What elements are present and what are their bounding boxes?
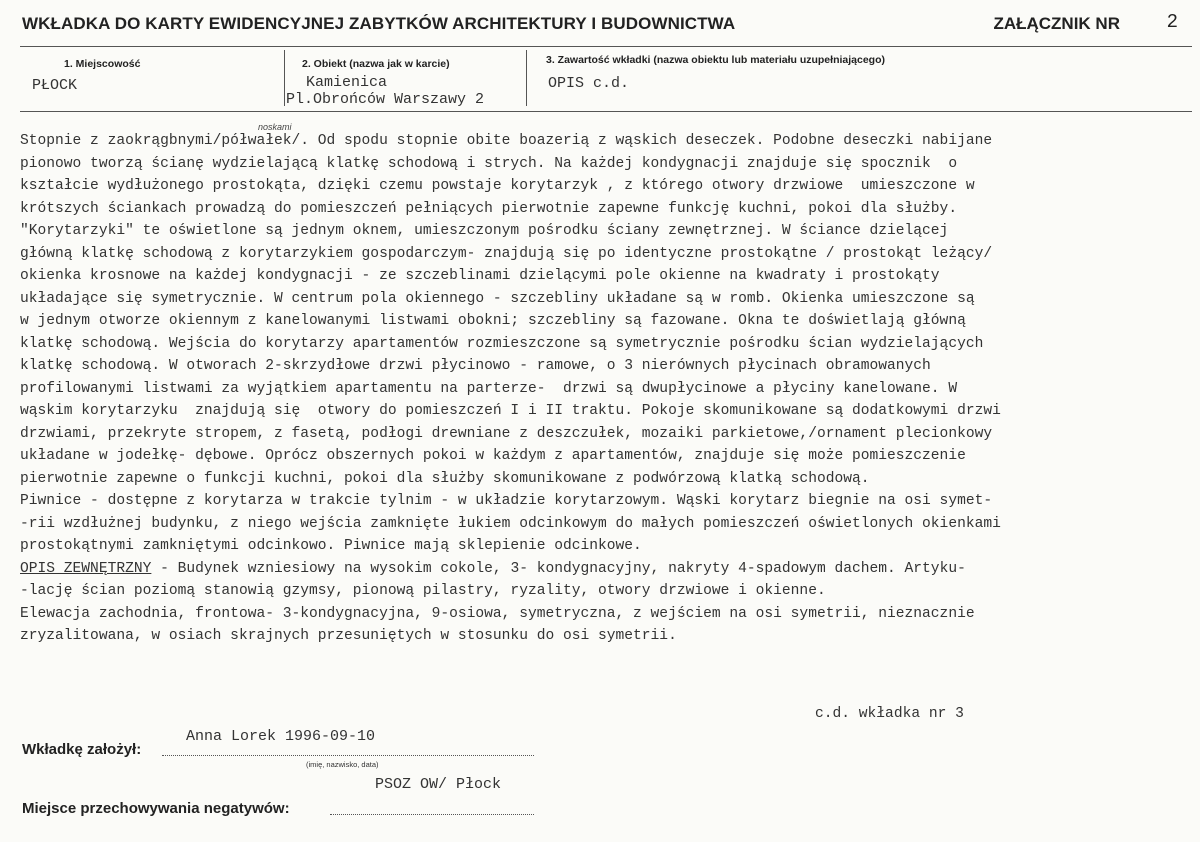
text-line: -lację ścian poziomą stanowią gzymsy, pionową pilastry, ryzality, otwory drzwiowe i okienne. [20, 583, 826, 599]
founder-label: Wkładkę założył: [22, 741, 142, 758]
text-line: drzwiami, przekryte stropem, z fasetą, podłogi drewniane z deszczułek, mozaiki parkietowe,/ornament plecionkowy [20, 425, 993, 442]
object-value-address: Pl.Obrońców Warszawy 2 [286, 91, 485, 108]
text-line: pionowo tworzą ścianę wydzielającą klatkę schodową i strych. Na każdej kondygnacji znajduje się spocznik o [20, 155, 958, 172]
place-value: PŁOCK [32, 77, 78, 94]
text-line: "Korytarzyki" te oświetlone są jednym oknem, umieszczonym pośrodku ściany zewnętrznej. W ściance dzielącej [20, 223, 949, 239]
text-line: klatkę schodową. Wejścia do korytarzy apartamentów rozmieszczone są symetrycznie pośrodku ścian wydzielających [20, 335, 984, 352]
header-title: WKŁADKA DO KARTY EWIDENCYJNEJ ZABYTKÓW ARCHITEKTURY I BUDOWNICTWA [22, 14, 736, 33]
exterior-intro: - Budynek wzniesiowy na wysokim cokole, 3- kondygnacyjny, nakryty 4-spadowym dachem. Artyku- [151, 560, 966, 577]
text-line: profilowanymi listwami za wyjątkiem apartamentu na parterze- drzwi są dwupłycinowe a płyciny kanelowane. W [20, 380, 958, 397]
text-line: wąskim korytarzyku znajdują się otwory do pomieszczeń I i II traktu. Pokoje skomunikowane są dodatkowymi drzwi [20, 403, 1001, 419]
founder-dots [162, 755, 534, 756]
text-line: okienka krosnowe na każdej kondygnacji - ze szczeblinami dzielącymi pole okienne na kwadraty i prostokąty [20, 268, 940, 284]
content-label: 3. Zawartość wkładki (nazwa obiektu lub materiału uzupełniającego) [546, 54, 885, 66]
founder-caption: (imię, nazwisko, data) [306, 760, 379, 769]
annex-number: 2 [1166, 11, 1178, 33]
text-line: kształcie wydłużonego prostokąta, dzięki czemu powstaje korytarzyk , z którego otwory drzwiowe umieszczone w [20, 178, 975, 194]
text-line: zryzalitowana, w osiach skrajnych przesuniętych w stosunku do osi symetrii. [20, 628, 677, 644]
fields-bottom-line [20, 111, 1192, 112]
text-line: prostokątnymi zamkniętymi odcinkowo. Piwnice mają sklepienie odcinkowe. [20, 538, 642, 554]
object-value-name: Kamienica [306, 74, 388, 91]
object-label: 2. Obiekt (nazwa jak w karcie) [302, 58, 450, 70]
field-divider-2 [526, 50, 527, 106]
text-line: układające się symetrycznie. W centrum pola okiennego - szczebliny układane są w romb. Okienka umieszczone są [20, 290, 975, 307]
text-line: Stopnie z zaokrągbnymi/półwałek/. Od spodu stopnie obite boazerią z wąskich deseczek. Podobne deseczki nabijane [20, 133, 993, 149]
content-value: OPIS c.d. [548, 75, 630, 92]
header-divider [20, 46, 1192, 47]
text-line: krótszych ściankach prowadzą do pomieszczeń pełniących pierwotnie zapewne funkcję kuchni, pokoi dla służby. [20, 200, 958, 217]
annex-label: ZAŁĄCZNIK NR [993, 14, 1120, 33]
text-line: pierwotnie zapewne o funkcji kuchni, pokoi dla służby skomunikowane z podwórzową klatką schodową. [20, 470, 870, 487]
exterior-first-line [20, 558, 1190, 581]
founder-value: Anna Lorek 1996-09-10 [186, 728, 376, 745]
handwritten-annotation: noskami [258, 122, 292, 132]
description-text [20, 130, 1190, 648]
exterior-heading: OPIS ZEWNĘTRZNY [20, 560, 152, 577]
text-line: główną klatkę schodową z korytarzykiem gospodarczym- znajdują się po identyczne prostokątne / prostokąt leżący/ [20, 245, 993, 262]
text-line: Piwnice - dostępne z korytarza w trakcie tylnim - w układzie korytarzowym. Wąski korytarz biegnie na osi symet- [20, 493, 993, 509]
text-line: klatkę schodową. W otworach 2-skrzydłowe drzwi płycinowo - ramowe, o 3 nierównych płycinach obramowanych [20, 358, 931, 374]
negatives-label: Miejsce przechowywania negatywów: [22, 800, 290, 817]
continuation-note: c.d. wkładka nr 3 [815, 706, 964, 722]
negatives-dots [330, 814, 534, 815]
field-divider-1 [284, 50, 285, 106]
text-line: -rii wzdłużnej budynku, z niego wejścia zamknięte łukiem odcinkowym do małych pomieszczeń oświetlonych okienkami [20, 515, 1001, 532]
text-line: układane w jodełkę- dębowe. Oprócz obszernych pokoi w każdym z apartamentów, znajduje się może pomieszczenie [20, 448, 966, 464]
text-line: w jednym otworze okiennym z kanelowanymi listwami obokni; szczebliny są fazowane. Okna te doświetlają główną [20, 313, 966, 329]
place-label: 1. Miejscowość [64, 58, 141, 70]
text-line: Elewacja zachodnia, frontowa- 3-kondygnacyjna, 9-osiowa, symetryczna, z wejściem na osi symetrii, nieznacznie [20, 605, 975, 622]
institution-stamp: PSOZ OW/ Płock [375, 776, 502, 793]
